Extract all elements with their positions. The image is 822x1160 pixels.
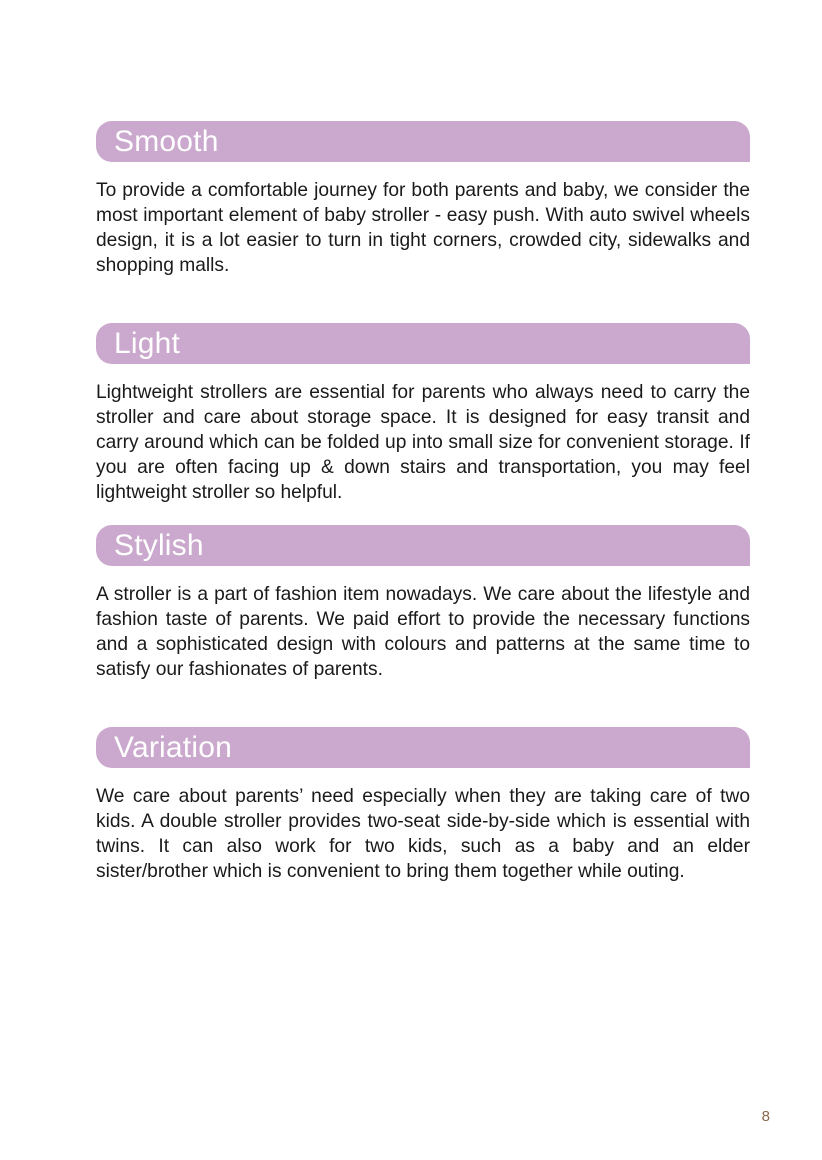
section-title-variation: Variation [114, 730, 232, 764]
section-header-stylish [96, 525, 750, 566]
section-title-light: Light [114, 326, 181, 360]
section-body-smooth: To provide a comfortable journey for both parents and baby, we consider the most important element of baby stroller - easy push. With auto swivel wheels design, it is a lot easier to turn in tight corners, crowded city, sidewalks and shopping malls. [96, 180, 750, 276]
section-variation [96, 727, 750, 884]
section-stylish [96, 525, 750, 682]
section-light [96, 323, 750, 505]
section-header-smooth [96, 121, 750, 162]
section-body-variation: We care about parents’ need especially when they are taking care of two kids. A double stroller provides two-seat side-by-side which is essential with twins. It can also work for two kids, such as a baby and an elder sister/brother which is convenient to bring them together while outing. [96, 786, 750, 882]
section-smooth [96, 121, 750, 278]
section-title-smooth: Smooth [114, 124, 219, 158]
section-body-stylish: A stroller is a part of fashion item nowadays. We care about the lifestyle and fashion taste of parents. We paid effort to provide the necessary functions and a sophisticated design with colours and patterns at the same time to satisfy our fashionates of parents. [96, 584, 750, 680]
page-number: 8 [761, 1108, 770, 1125]
section-header-variation [96, 727, 750, 768]
section-header-light [96, 323, 750, 364]
section-body-light: Lightweight strollers are essential for parents who always need to carry the stroller and care about storage space. It is designed for easy transit and carry around which can be folded up into small size for convenient storage. If you are often facing up & down stairs and transportation, you may feel lightweight stroller so helpful. [96, 382, 750, 503]
section-title-stylish: Stylish [114, 528, 204, 562]
